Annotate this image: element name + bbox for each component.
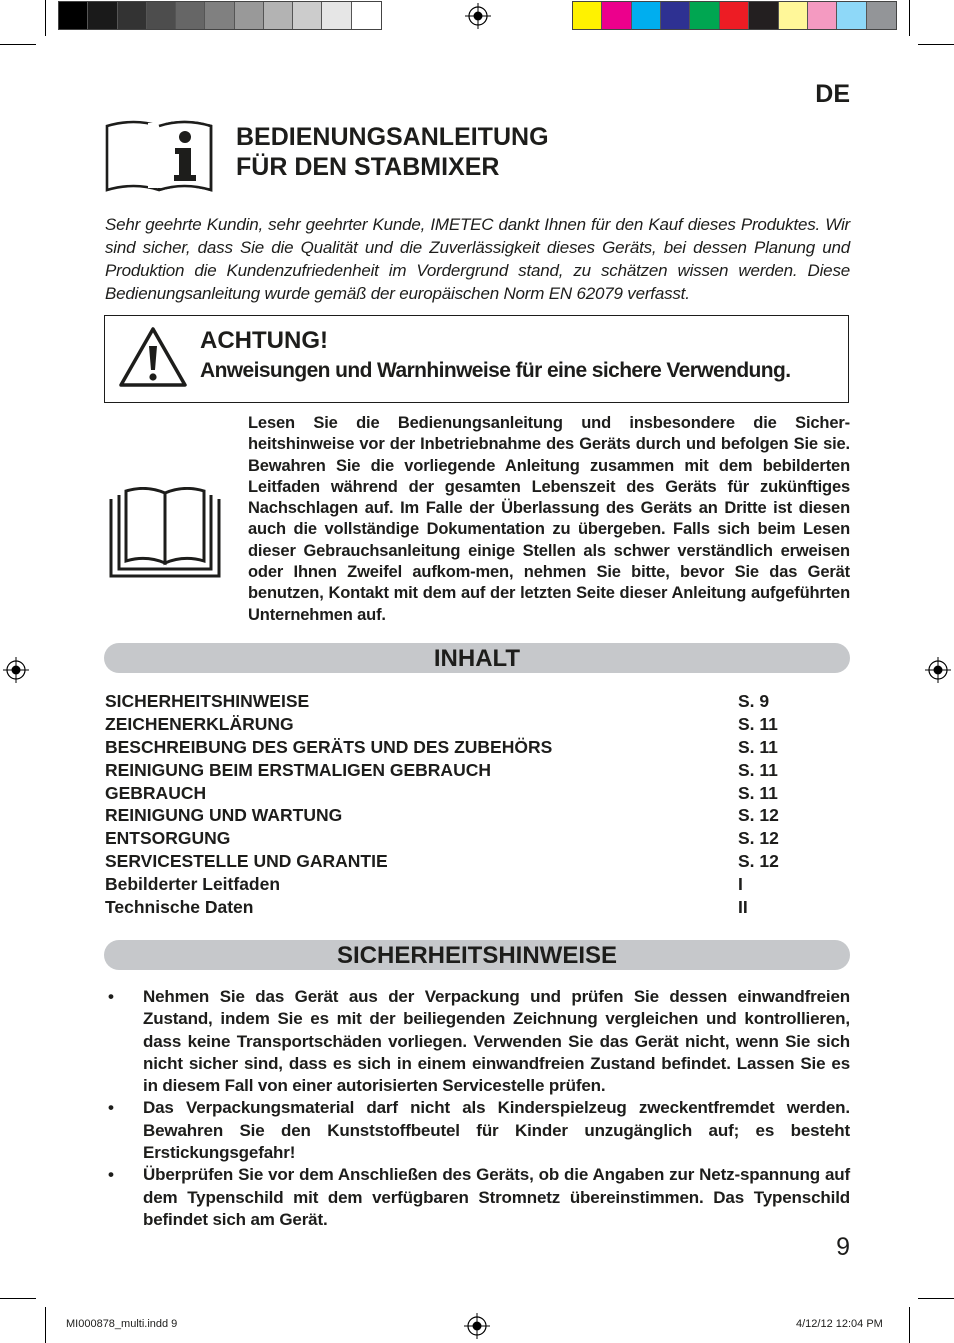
bullet-marker: •	[108, 1098, 114, 1118]
toc-row	[105, 896, 850, 919]
toc-row	[105, 804, 850, 827]
toc-row	[105, 759, 850, 782]
toc-row	[105, 873, 850, 896]
toc-label: Bebilderter Leitfaden	[105, 874, 281, 895]
toc-page: S. 12	[738, 828, 779, 849]
color-swatch	[88, 2, 117, 29]
slug-date-info: 4/12/12 12:04 PM	[796, 1318, 883, 1330]
title-line-2: FÜR DEN STABMIXER	[236, 153, 500, 181]
crop-mark	[45, 0, 46, 36]
safety-item-text: Überprüfen Sie vor dem Anschließen des Geräts, ob die Angaben zur Netz-spannung auf dem Typenschild mit dem verfügbaren Stromnetz übereinstimmen. Das Typenschild befindet sich am Gerät.	[143, 1165, 850, 1229]
title-line-1: BEDIENUNGSANLEITUNG	[236, 123, 549, 151]
slug-file-info: MI000878_multi.indd 9	[66, 1318, 178, 1330]
color-swatch	[293, 2, 322, 29]
toc-page: S. 11	[738, 713, 778, 734]
warning-triangle-icon	[118, 326, 188, 388]
color-swatch	[867, 2, 896, 29]
safety-item	[105, 1164, 850, 1231]
toc-label: SICHERHEITSHINWEISE	[105, 691, 310, 711]
color-swatch	[59, 2, 88, 29]
toc-label: REINIGUNG BEIM ERSTMALIGEN GEBRAUCH	[105, 759, 491, 780]
crop-mark	[0, 1298, 36, 1299]
color-swatch	[779, 2, 808, 29]
safety-heading: SICHERHEITSHINWEISE	[104, 940, 850, 970]
toc-row	[105, 850, 850, 873]
toc-row	[105, 782, 850, 805]
warning-title: ACHTUNG!	[200, 327, 328, 354]
toc-row	[105, 827, 850, 850]
toc-row	[105, 736, 850, 759]
toc-label: ENTSORGUNG	[105, 828, 231, 849]
color-swatch	[808, 2, 837, 29]
color-swatch	[632, 2, 661, 29]
color-swatch	[176, 2, 205, 29]
crop-mark	[909, 1307, 910, 1343]
open-book-icon	[108, 487, 222, 579]
color-swatch	[147, 2, 176, 29]
crop-mark	[0, 44, 36, 45]
safety-item-text: Nehmen Sie das Gerät aus der Verpackung und prüfen Sie dessen einwandfreien Zustand, indem Sie es mit der beiliegenden Zeichnung vergleichen und kontrollieren, dass keine Transportschäden vorliegen. Verwenden Sie das Gerät nicht, wenn Sie sich nicht sicher sind, dass es sich in einem einwandfreien Zustand befindet. Lassen Sie es in diesem Fall von einer autorisierten Servicestelle prüfen.	[143, 987, 850, 1096]
color-swatch	[235, 2, 264, 29]
color-swatch	[264, 2, 293, 29]
color-swatch	[602, 2, 631, 29]
color-swatch	[118, 2, 147, 29]
color-swatch	[749, 2, 778, 29]
safety-item	[105, 1097, 850, 1164]
info-book-icon	[104, 119, 214, 195]
toc-label: BESCHREIBUNG DES GERÄTS UND DES ZUBEHÖRS	[105, 736, 553, 757]
crop-mark	[918, 44, 954, 45]
registration-mark-icon	[465, 3, 491, 29]
registration-mark-icon	[464, 1313, 490, 1339]
read-manual-text: Lesen Sie die Bedienungsanleitung und insbesondere die Sicher-heitshinweise vor der Inbetriebnahme des Geräts durch und befolgen Sie sie. Bewahren Sie die vorliegende Anleitung zusammen mit dem bebilderten Leitfaden während der gesamten Lebenszeit des Geräts für zukünftiges Nachschlagen auf. Im Falle der Überlassung des Geräts an Dritte ist diesen auch die vollständige Dokumentation zu übergeben. Falls sich beim Lesen dieser Gebrauchsanleitung einige Stellen als schwer verständlich erweisen oder Ihnen Zweifel aufkom-men, nehmen Sie bitte, bevor Sie das Gerät benutzen, Kontakt mit dem auf der letzten Seite dieser Anleitung aufgeführten Unternehmen auf.	[248, 414, 850, 624]
safety-list	[105, 986, 850, 1231]
color-swatch	[205, 2, 234, 29]
registration-mark-icon	[925, 657, 951, 683]
color-swatch	[690, 2, 719, 29]
color-swatch	[720, 2, 749, 29]
toc-label: SERVICESTELLE UND GARANTIE	[105, 851, 388, 872]
toc-page: S. 12	[738, 805, 779, 826]
page-number: 9	[836, 1233, 850, 1261]
toc-page: S. 11	[738, 759, 778, 780]
toc-row	[105, 690, 850, 713]
gray-color-bar	[58, 1, 382, 30]
toc-label: ZEICHENERKLÄRUNG	[105, 713, 294, 734]
language-code: DE	[815, 80, 850, 108]
bullet-marker: •	[108, 987, 114, 1006]
registration-mark-icon	[3, 657, 29, 683]
toc-page: S. 9	[738, 691, 770, 711]
process-color-bar	[572, 1, 897, 30]
crop-mark	[918, 1298, 954, 1299]
color-swatch	[352, 2, 381, 29]
warning-subtitle: Anweisungen und Warnhinweise für eine sichere Verwendung.	[200, 359, 791, 382]
toc-page: S. 12	[738, 851, 779, 872]
bullet-marker: •	[108, 1165, 114, 1185]
toc-page: S. 11	[738, 736, 778, 757]
toc-page: S. 11	[738, 782, 778, 803]
safety-item	[105, 986, 850, 1097]
intro-paragraph: Sehr geehrte Kundin, sehr geehrter Kunde, IMETEC dankt Ihnen für den Kauf dieses Produktes. Wir sind sicher, dass Sie die Qualität und die Zuverlässigkeit dieses Geräts, bei dessen Planung und Produktion die Kundenzufriedenheit im Vordergrund stand, zu schätzen wissen werden. Diese Bedienungsanleitung wurde gemäß der europäischen Norm EN 62079 verfasst.	[105, 215, 850, 303]
toc-row	[105, 713, 850, 736]
document-title	[236, 122, 549, 182]
toc-label: Technische Daten	[105, 897, 254, 918]
color-swatch	[661, 2, 690, 29]
crop-mark	[45, 1307, 46, 1343]
color-swatch	[322, 2, 351, 29]
color-swatch	[837, 2, 866, 29]
table-of-contents	[105, 690, 850, 919]
toc-label: REINIGUNG UND WARTUNG	[105, 805, 343, 826]
toc-page: II	[738, 897, 748, 918]
crop-mark	[909, 0, 910, 36]
toc-page: I	[738, 874, 743, 895]
contents-heading: INHALT	[104, 643, 850, 673]
safety-item-text: Das Verpackungsmaterial darf nicht als Kinderspielzeug zweckentfremdet werden. Bewahren Sie den Kunststoffbeutel für Kinder unzugänglich auf; es besteht Erstickungsgefahr!	[143, 1098, 850, 1163]
toc-label: GEBRAUCH	[105, 782, 207, 803]
color-swatch	[573, 2, 602, 29]
